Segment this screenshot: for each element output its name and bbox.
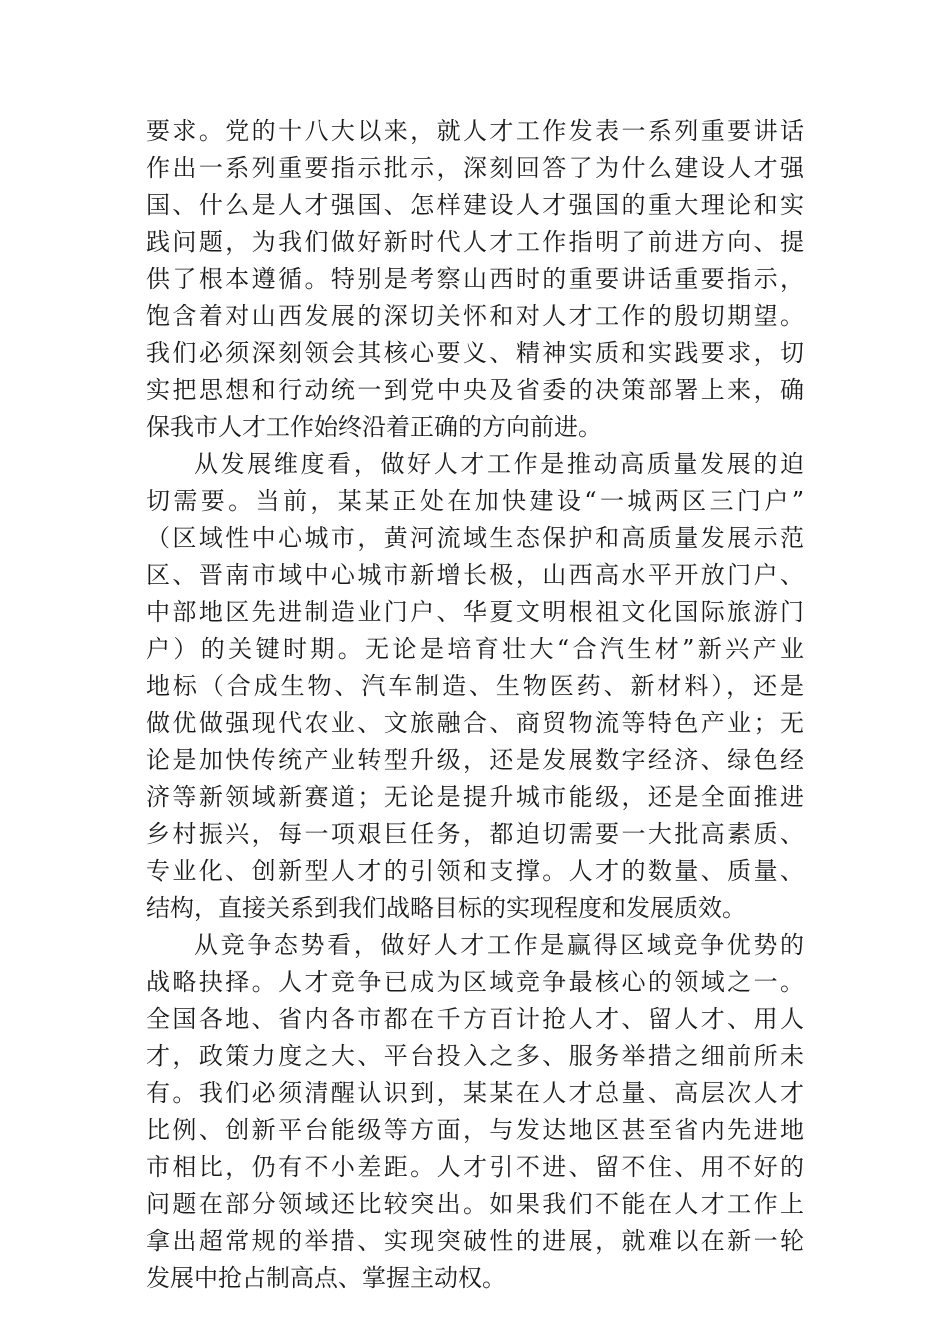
- text-line: 供了根本遵循。特别是考察山西时的重要讲话重要指示，: [146, 265, 804, 293]
- text-line: 切需要。当前，某某正处在加快建设“一城两区三门户”: [146, 487, 804, 515]
- text-line: 乡村振兴，每一项艰巨任务，都迫切需要一大批高素质、: [146, 820, 804, 848]
- text-line: 市相比，仍有不小差距。人才引不进、留不住、用不好的: [146, 1153, 804, 1181]
- text-line: 专业化、创新型人才的引领和支撑。人才的数量、质量、: [146, 857, 804, 885]
- paragraph-first-line: 从竞争态势看，做好人才工作是赢得区域竞争优势的: [194, 931, 804, 959]
- text-line: （区域性中心城市，黄河流域生态保护和高质量发展示范: [146, 524, 804, 552]
- text-line: 实把思想和行动统一到党中央及省委的决策部署上来，确: [146, 376, 804, 404]
- text-line: 拿出超常规的举措、实现突破性的进展，就难以在新一轮: [146, 1227, 804, 1255]
- text-line: 区、晋南市域中心城市新增长极，山西高水平开放门户、: [146, 561, 804, 589]
- text-line: 问题在部分领域还比较突出。如果我们不能在人才工作上: [146, 1190, 804, 1218]
- text-line: 保我市人才工作始终沿着正确的方向前进。: [146, 413, 602, 441]
- text-line: 国、什么是人才强国、怎样建设人才强国的重大理论和实: [146, 191, 804, 219]
- text-line: 济等新领域新赛道；无论是提升城市能级，还是全面推进: [146, 783, 804, 811]
- text-line: 中部地区先进制造业门户、华夏文明根祖文化国际旅游门: [146, 598, 804, 626]
- text-line: 全国各地、省内各市都在千方百计抢人才、留人才、用人: [146, 1005, 804, 1033]
- text-line: 做优做强现代农业、文旅融合、商贸物流等特色产业；无: [146, 709, 804, 737]
- text-line: 才，政策力度之大、平台投入之多、服务举措之细前所未: [146, 1042, 804, 1070]
- text-line: 论是加快传统产业转型升级，还是发展数字经济、绿色经: [146, 746, 804, 774]
- text-line: 结构，直接关系到我们战略目标的实现程度和发展质效。: [146, 894, 746, 922]
- text-line: 践问题，为我们做好新时代人才工作指明了前进方向、提: [146, 228, 804, 256]
- document-body: [146, 113, 804, 1297]
- text-line: 要求。党的十八大以来，就人才工作发表一系列重要讲话: [146, 117, 804, 145]
- text-line: 地标（合成生物、汽车制造、生物医药、新材料），还是: [146, 672, 804, 700]
- text-line: 有。我们必须清醒认识到，某某在人才总量、高层次人才: [146, 1079, 804, 1107]
- text-line: 我们必须深刻领会其核心要义、精神实质和实践要求，切: [146, 339, 804, 367]
- text-line: 比例、创新平台能级等方面，与发达地区甚至省内先进地: [146, 1116, 804, 1144]
- text-line: 战略抉择。人才竞争已成为区域竞争最核心的领域之一。: [146, 968, 804, 996]
- text-line: 发展中抢占制高点、掌握主动权。: [146, 1264, 506, 1292]
- text-line: 户）的关键时期。无论是培育壮大“合汽生材”新兴产业: [146, 635, 804, 663]
- paragraph-first-line: 从发展维度看，做好人才工作是推动高质量发展的迫: [194, 450, 804, 478]
- text-line: 饱含着对山西发展的深切关怀和对人才工作的殷切期望。: [146, 302, 804, 330]
- text-line: 作出一系列重要指示批示，深刻回答了为什么建设人才强: [146, 154, 804, 182]
